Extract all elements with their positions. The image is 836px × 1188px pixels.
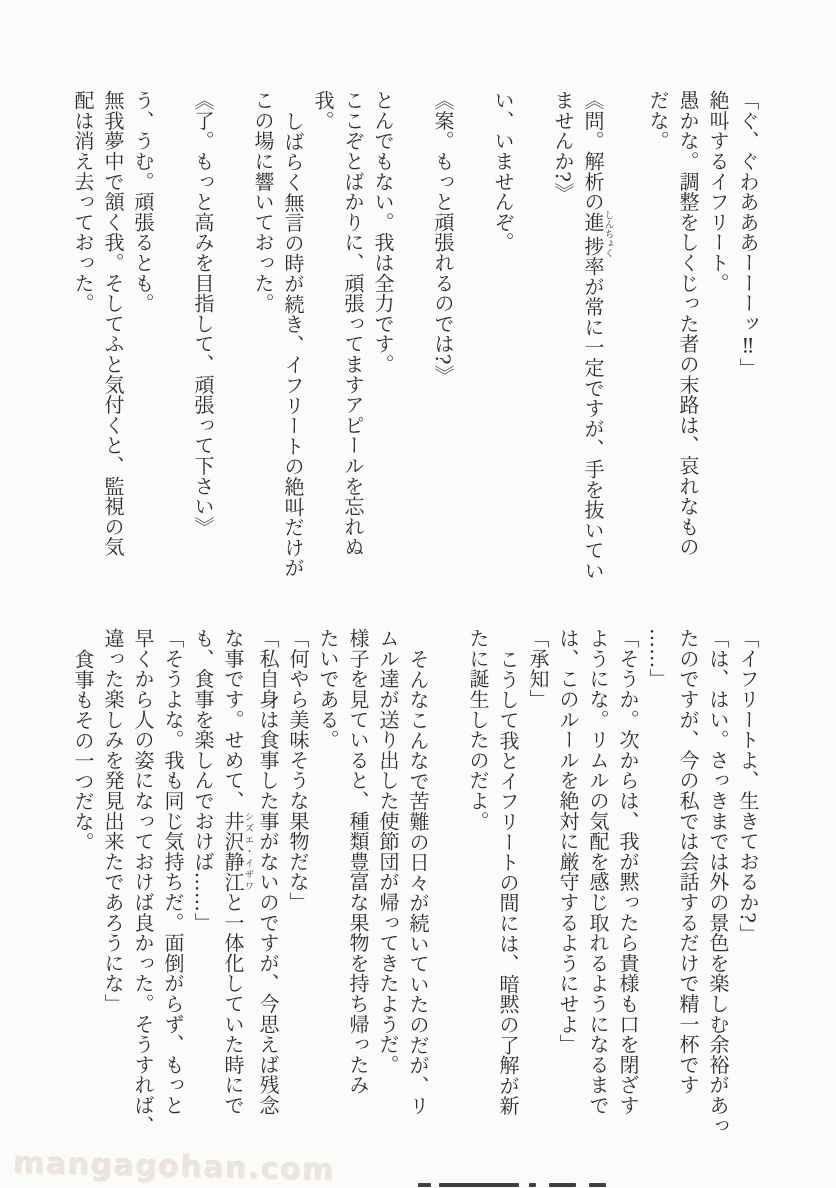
lower-text-block <box>68 628 763 1142</box>
text-column: 《案。もっと頑張れるのでは?》 <box>431 90 455 386</box>
text-column: 無我夢中で頷く我。そしてふと気付くと、監視の気 <box>101 90 125 557</box>
text-column: 絶叫するイフリート。 <box>706 90 730 293</box>
text-column: 食事もその一つだな。 <box>71 649 95 852</box>
text-column: ようにな。リムルの気配を感じ取れるようになるまで <box>586 628 610 1116</box>
column-gap <box>158 90 188 588</box>
ruby-base: 井沢静江 <box>221 810 245 892</box>
cutoff-glyph-top <box>589 1183 606 1187</box>
text-column: 違った楽しみを発見出来たであろうにな」 <box>101 628 125 1014</box>
column-gap <box>433 628 463 1142</box>
line-segment: と一体化していた時にで <box>221 891 245 1116</box>
column-gap <box>218 90 248 588</box>
text-column: たに誕生したのだよ。 <box>466 628 490 831</box>
line-segment: 率が常に一定ですが、手を抜いてい <box>581 255 605 581</box>
text-column: 「は、はい。さっきまでは外の景色を楽しむ余裕があっ <box>706 628 730 1136</box>
text-column: こうして我とイフリートの間には、暗黙の了解が新 <box>496 649 520 1116</box>
ruby-word <box>581 210 614 258</box>
cutoff-glyph-top <box>529 1183 536 1187</box>
ruby-base: 進捗 <box>581 210 605 258</box>
text-column: 愚かな。調整をしくじった者の末路は、哀れなもの <box>676 90 700 557</box>
text-column: 「イフリートよ、生きておるか?」 <box>736 628 760 944</box>
text-column: とんでもない。我は全力です。 <box>371 90 395 375</box>
column-gap <box>398 90 428 588</box>
text-column: 様子を見ていると、種類豊富な果物を持ち帰ったみ <box>346 628 370 1095</box>
line-segment: な事です。せめて、 <box>221 628 245 811</box>
cutoff-glyph-top <box>439 1183 519 1187</box>
column-gap <box>613 90 643 588</box>
text-column: う、うむ。頑張るとも。 <box>131 90 155 314</box>
text-column: 「そうか。次からは、我が黙ったら貴様も口を閉ざす <box>616 628 640 1116</box>
furigana: シズエ・イザワ <box>242 810 254 892</box>
text-column: 早くから人の姿になっておけば良かった。そうすれば、 <box>131 628 155 1136</box>
text-column: そんなこんなで苦難の日々が続いていたのだが、リ <box>406 649 430 1116</box>
text-column: だな。 <box>646 90 670 151</box>
text-column: 配は消え去っておった。 <box>71 90 95 314</box>
cutoff-glyph-top <box>418 1183 431 1187</box>
column-gap <box>458 90 488 588</box>
cutoff-text-fragment <box>418 1183 618 1188</box>
text-column: この場に響いておった。 <box>251 90 275 314</box>
text-column: 「承知」 <box>526 628 550 710</box>
ruby-word <box>221 810 254 892</box>
text-column: 《了。もっと高みを目指して、頑張って下さい》 <box>191 90 215 537</box>
text-column: ませんか?》 <box>551 90 575 203</box>
text-column: ここぞとばかりに、頑張ってますアピールを忘れぬ <box>341 90 365 557</box>
text-column: ……」 <box>646 628 670 689</box>
text-column <box>578 90 613 588</box>
text-column: も、食事を楽しんでおけば……」 <box>191 628 215 933</box>
text-column: い、いませんぞ。 <box>491 90 515 253</box>
text-column: 「私自身は食事した事がないのですが、今思えば残念 <box>256 628 280 1116</box>
text-column <box>218 628 253 1142</box>
text-column: たのですが、今の私では会話するだけで精一杯です <box>676 628 700 1095</box>
column-gap <box>518 90 548 588</box>
text-column: ムル達が送り出した使節団が帰ってきたようだ。 <box>376 628 400 1075</box>
text-column: たいである。 <box>316 628 340 750</box>
text-column: しばらく無言の時が続き、イフリートの絶叫だけが <box>281 111 305 578</box>
cutoff-glyph-top <box>549 1183 576 1187</box>
line-segment: 《問。解析の <box>581 90 605 212</box>
text-column: 「ぐ、ぐわあああーーーッ‼」 <box>736 90 760 379</box>
furigana: しんちょく <box>602 210 614 258</box>
text-column: 「何やら美味そうな果物だな」 <box>286 628 310 913</box>
text-column: 我。 <box>311 90 335 131</box>
text-column: は、このルールを絶対に厳守するようにせよ」 <box>556 628 580 1055</box>
watermark-text: mangagohan.com <box>13 1146 336 1188</box>
upper-text-block <box>68 90 763 588</box>
text-column: 「そうよな。我も同じ気持ちだ。面倒がらず、もっと <box>161 628 185 1116</box>
